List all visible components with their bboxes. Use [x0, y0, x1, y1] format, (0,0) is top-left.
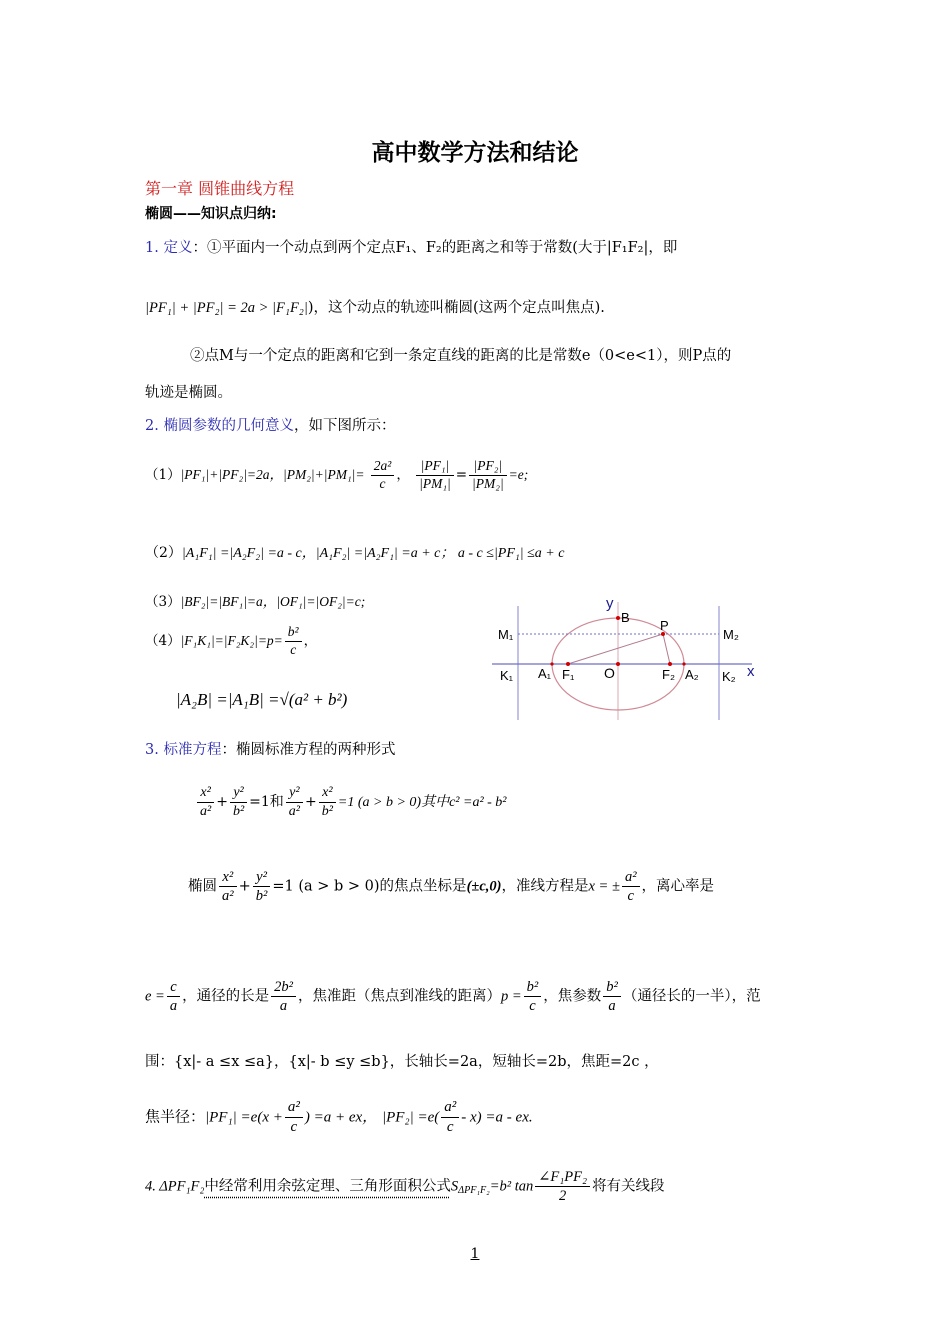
- item-1-fraction-3: [469, 458, 507, 493]
- item-1-formula: |PF₁|+|PF₂|=2a，|PM₂|+|PM₁|=: [180, 466, 365, 482]
- ecc-t3: ，焦参数: [543, 988, 602, 1005]
- label-m2: M₂: [723, 627, 739, 642]
- eq-frac-x-a-num: x²: [197, 784, 214, 803]
- item-4-label: （4）: [145, 632, 181, 649]
- ecc-t1: ，通径的长是: [182, 988, 270, 1005]
- triangle-frac: [535, 1168, 590, 1205]
- radius-frac-1-num: a²: [285, 1098, 303, 1118]
- second-definition-line-2: 轨迹是椭圆。: [145, 385, 232, 401]
- eq-frac-x-b-den: b²: [321, 803, 333, 819]
- ecc-frac-param-num: b²: [603, 978, 621, 997]
- focus-frac-x-num: x²: [219, 868, 237, 887]
- point-f1: [566, 662, 570, 666]
- eq-frac-y-b-den: b²: [232, 803, 245, 819]
- definition-formula: |PF₁| + |PF₂| = 2a > |F₁F₂|: [145, 300, 308, 316]
- label-k2: K₂: [722, 669, 736, 684]
- ecc-frac-param-den: a: [608, 998, 616, 1015]
- focus-mid: =1 (a > b > 0)的焦点坐标是: [272, 878, 467, 895]
- item-4-formula: |F₁K₁|=|F₂K₂|=p=: [180, 632, 283, 648]
- item-3-formula: |BF₂|=|BF₁|=a，|OF₁|=|OF₂|=c;: [180, 594, 366, 609]
- point-o: [616, 662, 620, 666]
- label-m1: M₁: [498, 627, 514, 642]
- eq-frac-y-b-num: y²: [230, 784, 247, 803]
- parameters-number: 2. 椭圆参数的几何意义: [145, 418, 294, 434]
- definition-text: ：①平面内一个动点到两个定点F₁、F₂的距离之和等于常数(大于|F₁F₂|，即: [192, 240, 678, 256]
- focus-x-eq: x = ±: [588, 878, 620, 895]
- radius-f2: |PF₂| =e(: [381, 1109, 440, 1126]
- focus-frac-y: [253, 868, 271, 905]
- focus-frac-x-den: a²: [222, 888, 234, 905]
- item-4-end: ，: [303, 632, 318, 649]
- focus-prefix: 椭圆: [188, 878, 217, 895]
- eq-frac-x-b: [319, 784, 336, 820]
- ecc-frac-latus: [271, 978, 296, 1015]
- radius-frac-2: [441, 1098, 459, 1137]
- eq-frac-y-a: [286, 784, 303, 820]
- item-4-fraction-num: b²: [285, 624, 302, 642]
- radius-f2b: - x) =a - ex.: [461, 1109, 533, 1126]
- eq-frac-y-b: [230, 784, 247, 820]
- section-heading: 椭圆——知识点归纳:: [145, 206, 277, 222]
- radius-frac-1-den: c: [290, 1118, 298, 1135]
- ecc-t2: ，焦准距（焦点到准线的距离）: [297, 988, 501, 1005]
- item-1-fraction-1: [371, 458, 395, 493]
- standard-equation-number: 3. 标准方程: [145, 742, 222, 758]
- triangle-formula-sub: ΔPF₁F₂: [458, 1185, 490, 1197]
- label-y: y: [606, 595, 614, 612]
- label-o: O: [604, 665, 615, 681]
- standard-equation-tail: ：椭圆标准方程的两种形式: [221, 742, 396, 758]
- focus-ecc: ，离心率是: [641, 878, 715, 895]
- eq-text-1: =1和: [249, 794, 284, 810]
- triangle-formula: S: [450, 1178, 459, 1195]
- ecc-frac-param: [603, 978, 621, 1015]
- item-1-fraction-3-num: |PF₂|: [469, 458, 507, 476]
- eq-frac-x-a: [197, 784, 214, 820]
- item-1: （1）|PF₁|+|PF₂|=2a，|PM₂|+|PM₁|= $\frac{\text{2a²}}{c}$ ， $\frac{\text{|PF₁|}}{\text{|PM₁|}}$ = $\frac{\text{|PF₂|}}{\text{|PM₂|}}$ =e;: [145, 458, 529, 491]
- page-number: 1: [470, 1246, 480, 1262]
- item-5: [176, 690, 347, 710]
- radius-label: 焦半径：: [145, 1107, 206, 1126]
- eq-frac-x-a-den: a²: [200, 803, 212, 819]
- page-title: 高中数学方法和结论: [371, 140, 579, 166]
- item-1-fraction-2-num: |PF₁|: [416, 458, 454, 476]
- label-f2: F₂: [662, 667, 675, 682]
- ecc-frac-latus-den: a: [279, 998, 288, 1015]
- item-1-fraction-1-den: c: [379, 475, 386, 491]
- item-2: [145, 542, 564, 562]
- label-a1: A₁: [538, 666, 552, 681]
- focal-radius-line: [145, 1098, 533, 1137]
- radius-f1: |PF₁| =e(x +: [205, 1109, 283, 1126]
- ecc-p: p =: [500, 988, 522, 1005]
- radius-f1b: ) =a + ex，: [304, 1109, 378, 1126]
- radius-frac-2-num: a²: [441, 1098, 459, 1118]
- item-1-label: （1）: [145, 466, 181, 483]
- second-definition-line-1: ②点M与一个定点的距离和它到一条定直线的距离的比是常数e（0<e<1），则P点的: [190, 348, 732, 364]
- label-k1: K₁: [500, 668, 514, 683]
- ecc-frac-latus-num: 2b²: [271, 978, 296, 997]
- point-a2: [682, 662, 685, 665]
- standard-equation-heading: [145, 738, 395, 759]
- label-f1: F₁: [562, 667, 575, 682]
- segment-pf1: [568, 634, 663, 664]
- definition-line-1: [145, 236, 677, 257]
- chapter-heading: 第一章 圆锥曲线方程: [145, 179, 295, 198]
- triangle-text: 中经常利用余弦定理、三角形面积公式: [204, 1178, 451, 1195]
- ecc-frac-ca: [167, 978, 180, 1015]
- focus-coords: (±c,0): [466, 878, 502, 895]
- eq-text-2: =1 (a > b > 0): [337, 795, 422, 810]
- item-3: [145, 590, 365, 610]
- item-4-triangle-line: [145, 1168, 665, 1205]
- ecc-frac-ca-den: a: [169, 998, 178, 1015]
- segment-pf2: [663, 634, 670, 664]
- label-x: x: [747, 663, 755, 680]
- eq-text-3: 其中c² =a² - b²: [421, 795, 507, 810]
- item-1-fraction-3-den: |PM₂|: [472, 475, 504, 491]
- radius-frac-2-den: c: [446, 1118, 454, 1135]
- ecc-frac-p-den: c: [529, 998, 536, 1015]
- range-line: 围：{x|- a ≤x ≤a}，{x|- b ≤y ≤b}，长轴长=2a，短轴长=2b，焦距=2c ，: [145, 1054, 659, 1070]
- item-5-formula: |A₂B| =|A₁B| =√(a² + b²): [176, 690, 348, 709]
- ecc-frac-p-num: b²: [524, 978, 542, 997]
- label-b: B: [621, 610, 630, 625]
- label-p: P: [660, 618, 669, 633]
- point-b: [616, 616, 620, 620]
- triangle-frac-den: 2: [559, 1188, 567, 1205]
- label-a2: A₂: [685, 667, 699, 682]
- item-4-fraction: [285, 624, 302, 659]
- triangle-frac-num: ∠F₁PF₂: [535, 1168, 590, 1187]
- ecc-frac-p: [524, 978, 542, 1015]
- radius-frac-1: [285, 1098, 303, 1137]
- ecc-t4: （通径长的一半），范: [622, 988, 761, 1005]
- item-1-fraction-2: [416, 458, 454, 493]
- item-1-end: =e;: [508, 466, 529, 482]
- point-f2: [668, 662, 672, 666]
- ecc-e: e =: [145, 988, 165, 1005]
- triangle-number: 4. ΔPF₁F₂: [145, 1178, 205, 1195]
- item-2-label: （2）: [145, 545, 182, 561]
- item-2-formula: |A₁F₁| =|A₂F₂| =a - c，|A₁F₂| =|A₂F₁| =a + c； a - c ≤|PF₁| ≤a + c: [181, 546, 565, 561]
- item-3-label: （3）: [145, 594, 181, 610]
- focus-frac-y-num: y²: [253, 868, 271, 887]
- eq-frac-x-b-num: x²: [319, 784, 336, 803]
- triangle-eq: =b² tan: [489, 1178, 534, 1195]
- eq-frac-y-a-num: y²: [286, 784, 303, 803]
- ecc-frac-ca-num: c: [167, 978, 180, 997]
- definition-number: 1. 定义: [145, 240, 193, 256]
- focus-directrix: ，准线方程是: [501, 878, 589, 895]
- triangle-tail: 将有关线段: [592, 1178, 665, 1195]
- parameters-heading: [145, 414, 395, 435]
- focus-frac-y-den: b²: [255, 888, 268, 905]
- definition-line-2: [145, 296, 605, 317]
- eq-frac-y-a-den: a²: [288, 803, 300, 819]
- focus-frac-x: [219, 868, 237, 905]
- standard-equation-formula: $\frac{\text{x²}}{\text{a²}}$ + $\frac{\text{y²}}{\text{b²}}$ =1和 $\frac{\text{y²}}{\text{a²}}$ + $\frac{\text{x²}}{\text{b²}}$ =1 (a > b > 0)其中c² =a² - b²: [195, 784, 507, 820]
- item-4-fraction-den: c: [290, 641, 297, 657]
- focus-frac-a2c-den: c: [627, 888, 634, 905]
- definition-tail: )，这个动点的轨迹叫椭圆(这两个定点叫焦点).: [307, 300, 605, 316]
- parameters-tail: ，如下图所示：: [293, 418, 396, 434]
- item-1-fraction-1-num: 2a²: [371, 458, 395, 476]
- item-4: [145, 624, 317, 659]
- focus-frac-a2c: [622, 868, 640, 905]
- focus-frac-a2c-num: a²: [622, 868, 640, 887]
- item-1-fraction-2-den: |PM₁|: [419, 475, 451, 491]
- focus-line: 椭圆 $\frac{\text{x²}}{\text{a²}}$ + $\frac{\text{y²}}{\text{b²}}$ =1 (a > b > 0)的焦点坐标是(±c,0)，准线方程是x = ± $\frac{\text{a²}}{c}$ ，离心率是: [188, 869, 715, 905]
- ellipse-diagram: [490, 590, 780, 725]
- eccentricity-line: [145, 978, 761, 1015]
